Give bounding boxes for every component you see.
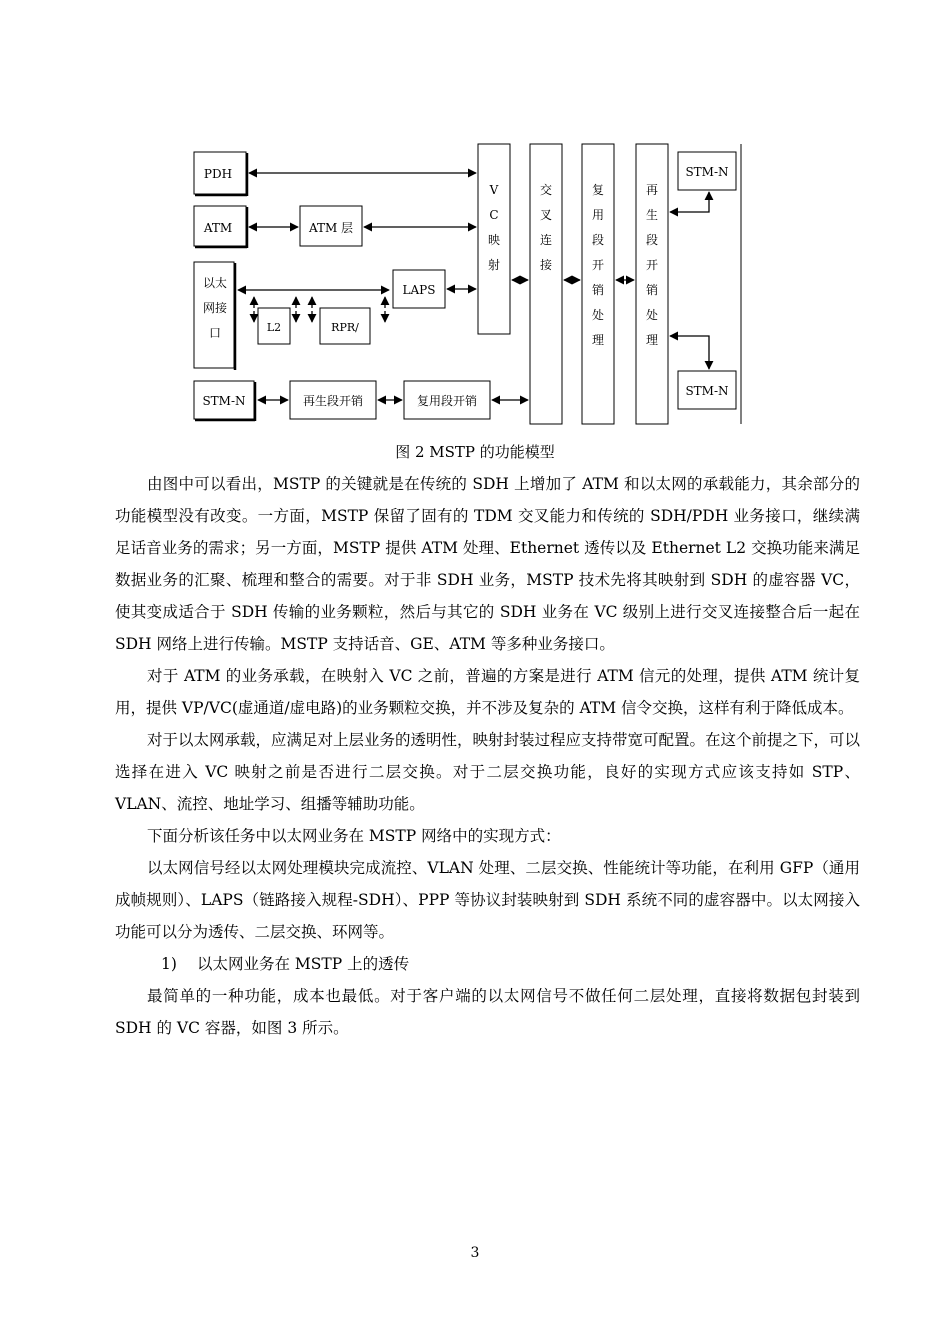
regen-oh-box: [290, 381, 376, 419]
vc-mapping-column: [478, 144, 510, 334]
l2-label: L2: [266, 321, 282, 334]
ethernet-interface-box: [194, 262, 235, 370]
cross-connect-column: [530, 144, 562, 424]
atm-layer-label: ATM 层: [308, 221, 354, 235]
rs-label-6: 处: [645, 308, 659, 322]
pdh-box: [194, 152, 247, 196]
ms-label-5: 销: [591, 283, 605, 297]
rpr-box: [320, 308, 370, 344]
rs-label-2: 生: [645, 208, 659, 222]
figure-caption: 图 2 MSTP 的功能模型: [395, 443, 555, 461]
atm-box: [194, 206, 247, 248]
stm-n-top-box: [678, 152, 736, 190]
cc-label-1: 交: [539, 183, 553, 197]
ethernet-label-1: 以太: [202, 276, 228, 290]
rs-label-1: 再: [645, 183, 659, 197]
body-text: [115, 468, 860, 1044]
stm-n-bottom-label: STM-N: [685, 384, 729, 398]
pdh-label: PDH: [203, 167, 233, 181]
laps-label: LAPS: [402, 283, 436, 297]
ms-label-4: 开: [591, 258, 605, 272]
vc-label-4: 射: [487, 258, 501, 272]
rpr-label: RPR/: [331, 321, 359, 334]
ms-label-7: 理: [591, 333, 605, 347]
paragraph-3: 对于以太网承载，应满足对上层业务的透明性，映射封装过程应支持带宽可配置。在这个前提之下，可以选择在进入 VC 映射之前是否进行二层交换。对于二层交换功能，良好的实现方式应该支持如 STP、VLAN、流控、地址学习、组播等辅助功能。: [115, 731, 861, 813]
list-item-number: 1): [161, 955, 177, 973]
mux-section-column: [582, 144, 614, 424]
mstp-functional-model-figure: [0, 0, 950, 440]
regen-oh-label: 再生段开销: [302, 394, 364, 408]
ethernet-label-2: 网接: [202, 301, 228, 315]
ms-label-1: 复: [591, 183, 605, 197]
atm-layer-box: [300, 206, 362, 246]
rs-label-4: 开: [645, 258, 659, 272]
stm-n-bottom-box: [678, 371, 736, 409]
paragraph-2: 对于 ATM 的业务承载，在映射入 VC 之前，普遍的方案是进行 ATM 信元的处理，提供 ATM 统计复用，提供 VP/VC(虚通道/虚电路)的业务颗粒交换，并不涉及复杂的 ATM 信令交换，这样有利于降低成本。: [115, 667, 860, 717]
rs-label-5: 销: [645, 283, 659, 297]
paragraph-5: 以太网信号经以太网处理模块完成流控、VLAN 处理、二层交换、性能统计等功能，在利用 GFP（通用成帧规则）、LAPS（链路接入规程-SDH）、PPP 等协议封装映射到 SDH 系统不同的虚容器中。以太网接入功能可以分为透传、二层交换、环网等。: [115, 859, 860, 941]
regen-section-column: [636, 144, 668, 424]
page-number: 3: [470, 1245, 480, 1261]
ms-label-2: 用: [591, 208, 605, 222]
atm-label: ATM: [203, 221, 233, 235]
vc-label-3: 映: [487, 233, 501, 247]
stm-n-top-label: STM-N: [685, 165, 729, 179]
cc-label-3: 连: [539, 233, 553, 247]
stm-bottom-connector: [670, 336, 709, 369]
vc-label-1: V: [489, 183, 499, 197]
stm-n-left-box: [194, 381, 255, 421]
paragraph-1: 由图中可以看出，MSTP 的关键就是在传统的 SDH 上增加了 ATM 和以太网的承载能力，其余部分的功能模型没有改变。一方面，MSTP 保留了固有的 TDM 交叉能力和传统的 SDH/PDH 业务接口，继续满足话音业务的需求；另一方面，MSTP 提供 ATM 处理、Ethernet 透传以及 Ethernet L2 交换功能来满足数据业务的汇聚、梳理和整合的需要。对于非 SDH 业务，MSTP 技术先将其映射到 SDH 的虚容器 VC，使其变成适合于 SDH 传输的业务颗粒，然后与其它的 SDH 业务在 VC 级别上进行交叉连接整合后一起在 SDH 网络上进行传输。MSTP 支持话音、GE、ATM 等多种业务接口。: [115, 475, 860, 653]
laps-box: [393, 270, 445, 308]
stm-n-left-label: STM-N: [202, 394, 246, 408]
ms-label-6: 处: [591, 308, 605, 322]
list-item-text: 以太网业务在 MSTP 上的透传: [197, 955, 410, 973]
list-item: [115, 948, 860, 980]
mux-oh-box: [404, 381, 490, 419]
paragraph-4: 下面分析该任务中以太网业务在 MSTP 网络中的实现方式：: [147, 827, 561, 845]
l2-box: [258, 308, 290, 344]
paragraph-6: 最简单的一种功能，成本也最低。对于客户端的以太网信号不做任何二层处理，直接将数据包封装到 SDH 的 VC 容器，如图 3 所示。: [115, 987, 860, 1037]
cc-label-4: 接: [539, 258, 553, 272]
ethernet-label-3: 口: [208, 326, 222, 340]
rs-label-7: 理: [645, 333, 659, 347]
mux-oh-label: 复用段开销: [416, 394, 478, 408]
rs-label-3: 段: [645, 233, 659, 247]
vc-label-2: C: [489, 208, 499, 222]
ms-label-3: 段: [591, 233, 605, 247]
stm-top-connector: [670, 192, 709, 212]
cc-label-2: 叉: [539, 208, 553, 222]
